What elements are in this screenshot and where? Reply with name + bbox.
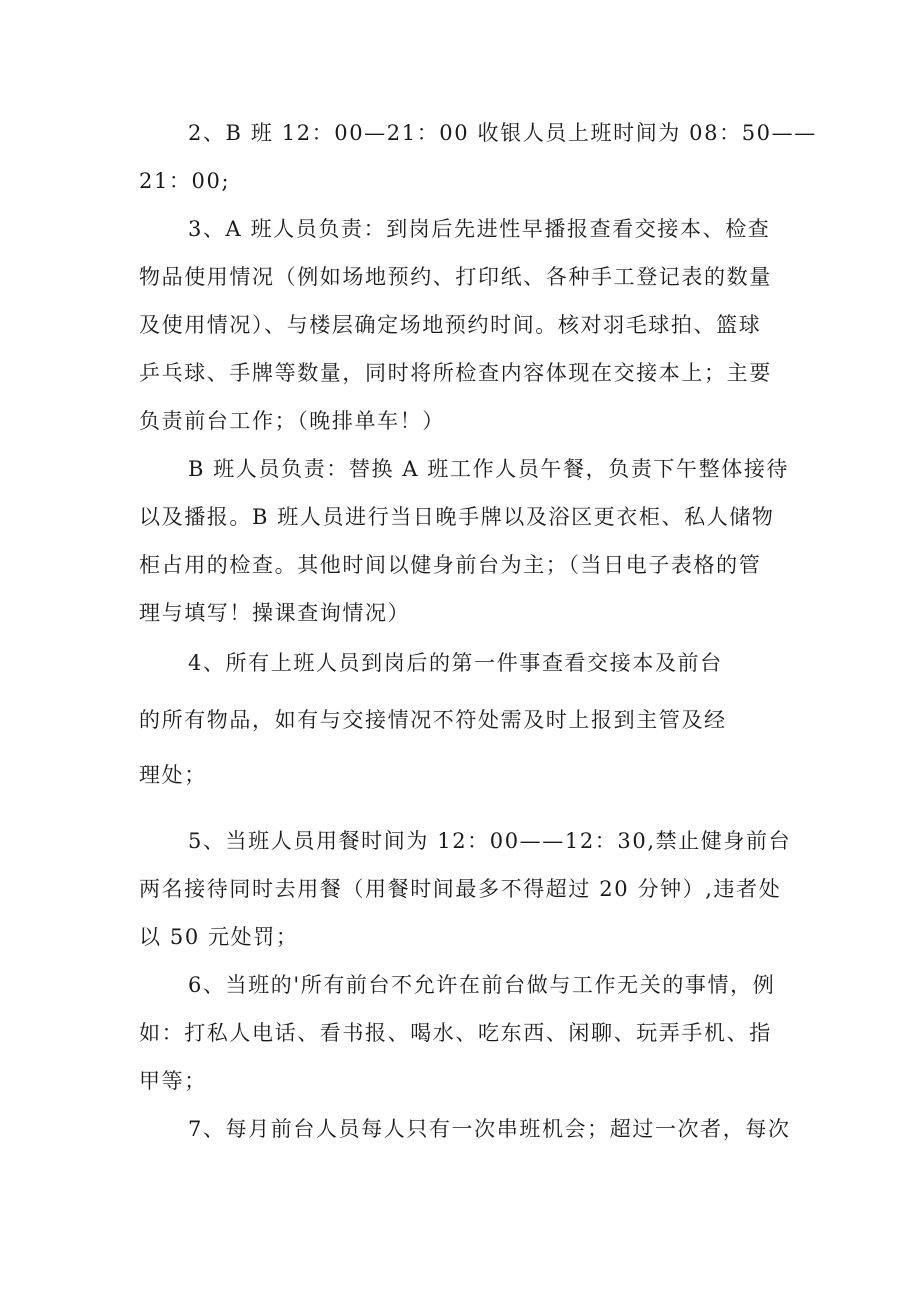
text-line: 4、所有上班人员到岗后的第一件事查看交接本及前台 (188, 651, 723, 675)
text-line: B 班人员负责：替换 A 班工作人员午餐，负责下午整体接待 (188, 457, 790, 481)
text-line: 负责前台工作；（晚排单车！） (139, 409, 445, 433)
text-line: 的所有物品，如有与交接情况不符处需及时上报到主管及经 (139, 708, 727, 732)
text-line: 乒乓球、手牌等数量，同时将所检查内容体现在交接本上；主要 (139, 361, 772, 385)
text-line: 6、当班的'所有前台不允许在前台做与工作无关的事情，例 (188, 973, 776, 997)
text-line: 柜占用的检查。其他时间以健身前台为主；（当日电子表格的管 (139, 553, 762, 577)
text-line: 21：00; (139, 169, 231, 193)
text-line: 2、B 班 12：00—21：00 收银人员上班时间为 08：50—— (188, 121, 817, 145)
text-line: 及使用情况）、与楼层确定场地预约时间。核对羽毛球拍、篮球 (139, 313, 762, 337)
text-line: 理处； (139, 763, 207, 787)
text-line: 以 50 元处罚； (139, 925, 299, 949)
text-line: 理与填写！操课查询情况） (139, 601, 411, 625)
text-line: 甲等； (139, 1069, 207, 1093)
text-line: 7、每月前台人员每人只有一次串班机会；超过一次者，每次 (188, 1117, 791, 1141)
text-line: 如：打私人电话、看书报、喝水、吃东西、闲聊、玩弄手机、指 (139, 1021, 772, 1045)
text-line: 5、当班人员用餐时间为 12：00——12：30,禁止健身前台 (188, 829, 792, 853)
text-line: 两名接待同时去用餐（用餐时间最多不得超过 20 分钟）,违者处 (139, 877, 782, 901)
text-line: 物品使用情况（例如场地预约、打印纸、各种手工登记表的数量 (139, 265, 772, 289)
text-line: 以及播报。B 班人员进行当日晚手牌以及浴区更衣柜、私人储物 (139, 505, 775, 529)
text-line: 3、A 班人员负责：到岗后先进性早播报查看交接本、检查 (188, 217, 771, 241)
